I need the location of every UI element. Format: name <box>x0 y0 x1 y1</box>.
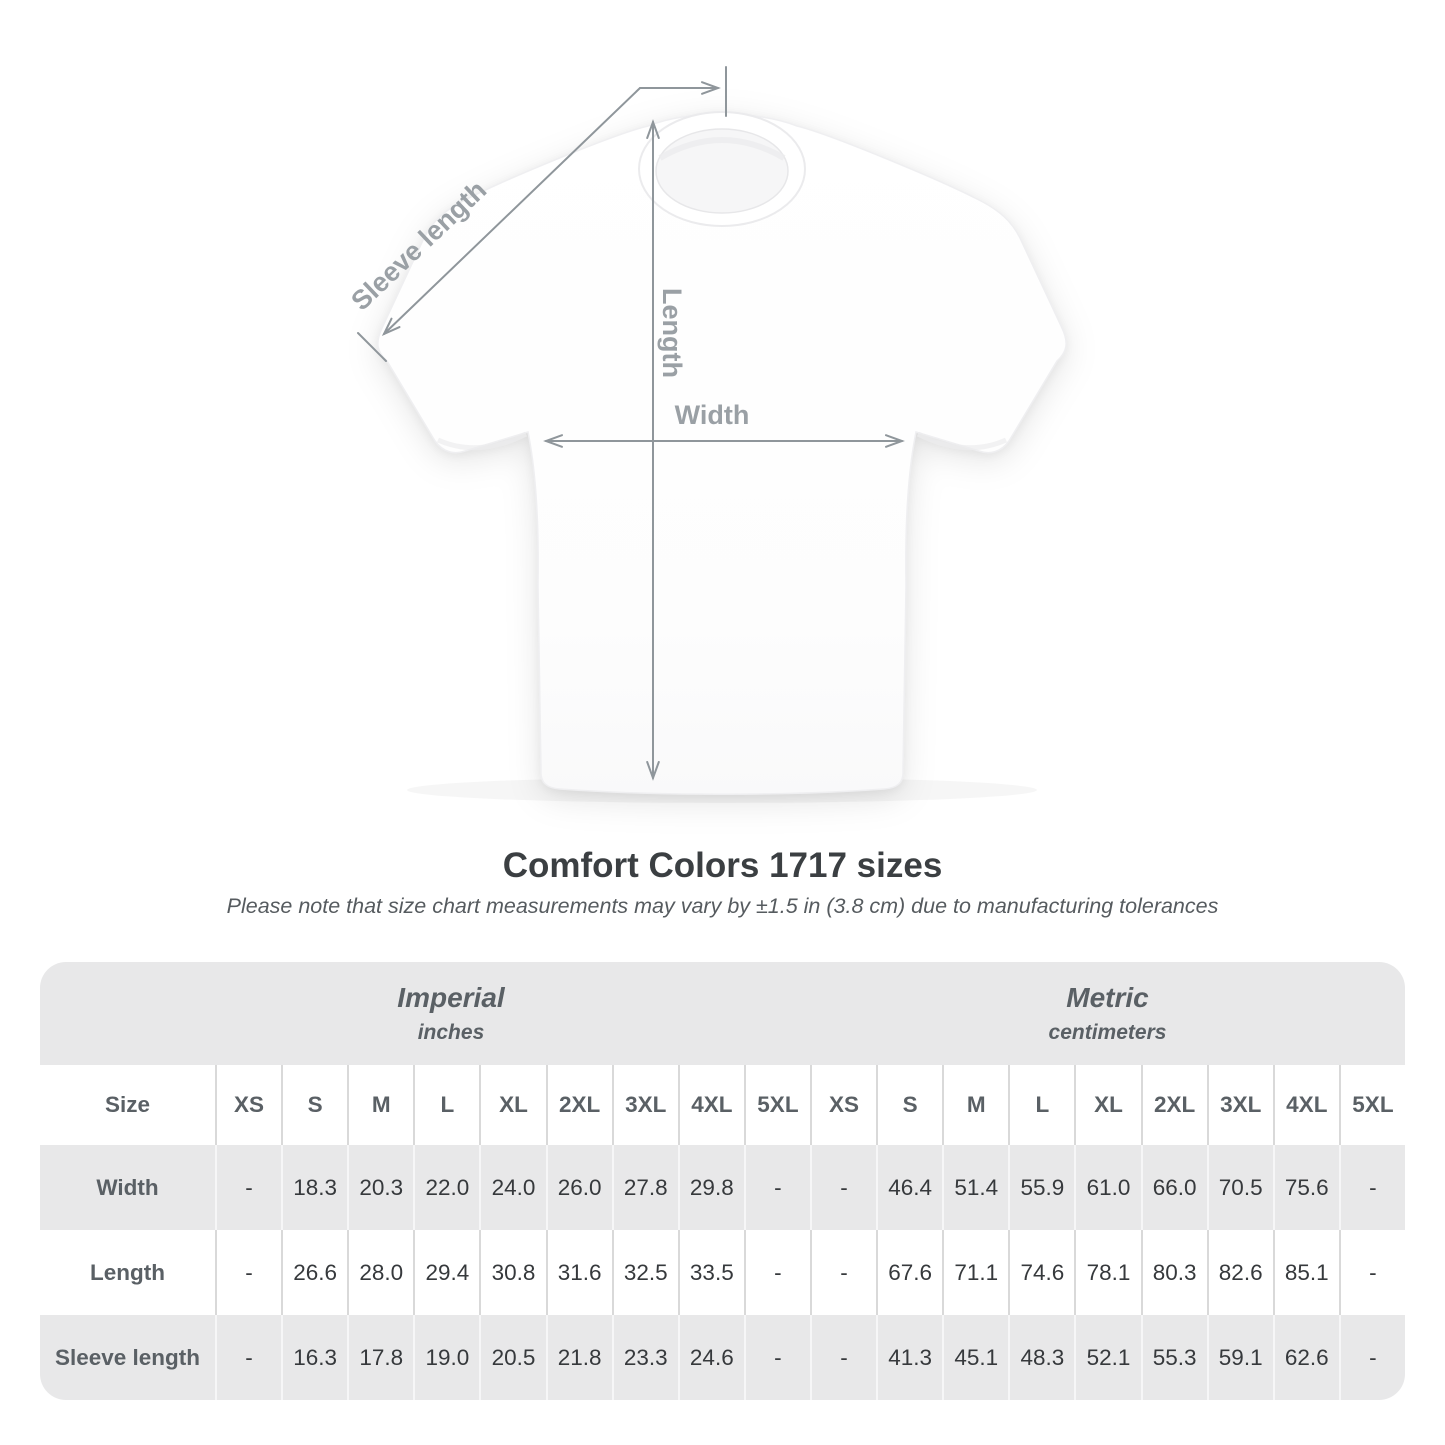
measurement-value-cell: 18.3 <box>281 1145 347 1230</box>
size-col-header: 3XL <box>612 1065 678 1145</box>
page-title: Comfort Colors 1717 sizes <box>502 846 943 885</box>
measurement-value-cell: 66.0 <box>1141 1145 1207 1230</box>
measurement-value-cell: 26.0 <box>546 1145 612 1230</box>
row-label: Sleeve length <box>40 1315 215 1400</box>
group-header-imperial <box>40 962 810 1065</box>
measurement-value-cell: - <box>215 1230 281 1315</box>
measurement-value-cell: - <box>744 1315 810 1400</box>
measurement-value-cell: 27.8 <box>612 1145 678 1230</box>
measurement-value-cell: - <box>215 1315 281 1400</box>
measurement-value-cell: 31.6 <box>546 1230 612 1315</box>
row-label: Width <box>40 1145 215 1230</box>
size-col-header: 4XL <box>678 1065 744 1145</box>
size-col-header: M <box>347 1065 413 1145</box>
measurement-value-cell: 48.3 <box>1008 1315 1074 1400</box>
measurement-value-cell: - <box>1339 1230 1405 1315</box>
size-col-header: S <box>281 1065 347 1145</box>
measurement-value-cell: 74.6 <box>1008 1230 1074 1315</box>
size-col-header: 5XL <box>1339 1065 1405 1145</box>
measurement-value-cell: 22.0 <box>413 1145 479 1230</box>
measurement-value-cell: 59.1 <box>1207 1315 1273 1400</box>
measurement-value-cell: 52.1 <box>1074 1315 1140 1400</box>
measurement-value-cell: - <box>810 1230 876 1315</box>
size-table <box>40 962 1405 1400</box>
row-label: Length <box>90 1259 165 1285</box>
measurement-value-cell: 61.0 <box>1074 1145 1140 1230</box>
measurement-value-cell: - <box>810 1315 876 1400</box>
measurement-value-cell: 23.3 <box>612 1315 678 1400</box>
size-col-header: 4XL <box>1273 1065 1339 1145</box>
size-col-header: L <box>1008 1065 1074 1145</box>
measurement-value-cell: 78.1 <box>1074 1230 1140 1315</box>
measurement-value-cell: 70.5 <box>1207 1145 1273 1230</box>
measurement-value-cell: 19.0 <box>413 1315 479 1400</box>
size-col-header: S <box>876 1065 942 1145</box>
size-col-header: M <box>942 1065 1008 1145</box>
size-table-head <box>40 962 1405 1145</box>
size-col-header: 2XL <box>546 1065 612 1145</box>
measurement-value-cell: 51.4 <box>942 1145 1008 1230</box>
measurement-value-cell: - <box>810 1145 876 1230</box>
size-col-header: XS <box>810 1065 876 1145</box>
shirt-graphic <box>378 112 1066 794</box>
size-col-header: 3XL <box>1207 1065 1273 1145</box>
measurement-value-cell: 80.3 <box>1141 1230 1207 1315</box>
size-col-header: 5XL <box>744 1065 810 1145</box>
length-label: Length <box>657 288 687 378</box>
measurement-value-cell: 46.4 <box>876 1145 942 1230</box>
group-label: Imperial <box>397 982 505 1013</box>
size-col-header: XS <box>215 1065 281 1145</box>
measurement-value-cell: 24.0 <box>479 1145 545 1230</box>
width-label: Width <box>674 400 750 430</box>
measurement-value-cell: 41.3 <box>876 1315 942 1400</box>
measurement-value-cell: 17.8 <box>347 1315 413 1400</box>
measurement-value-cell: 32.5 <box>612 1230 678 1315</box>
size-col-header: XL <box>1074 1065 1140 1145</box>
group-header-metric <box>810 962 1405 1065</box>
group-unit: inches <box>417 1021 485 1044</box>
measurement-value-cell: 24.6 <box>678 1315 744 1400</box>
size-col-header: XL <box>479 1065 545 1145</box>
tolerance-note: Please note that size chart measurements may vary by ±1.5 in (3.8 cm) due to manufacturing tolerances <box>226 894 1219 918</box>
measurement-value-cell: 16.3 <box>281 1315 347 1400</box>
measurement-value-cell: 28.0 <box>347 1230 413 1315</box>
measurement-value-cell: 55.9 <box>1008 1145 1074 1230</box>
measurement-value-cell: - <box>215 1145 281 1230</box>
group-label: Metric <box>1066 982 1149 1013</box>
measurement-value-cell: 62.6 <box>1273 1315 1339 1400</box>
measurement-value-cell: - <box>1339 1315 1405 1400</box>
measurement-value-cell: 71.1 <box>942 1230 1008 1315</box>
measurement-value-cell: 85.1 <box>1273 1230 1339 1315</box>
measurement-value-cell: 20.3 <box>347 1145 413 1230</box>
measurement-value-cell: 82.6 <box>1207 1230 1273 1315</box>
measurement-value-cell: 30.8 <box>479 1230 545 1315</box>
measurement-value-cell: 75.6 <box>1273 1145 1339 1230</box>
size-col-header: L <box>413 1065 479 1145</box>
measurement-value-cell: 26.6 <box>281 1230 347 1315</box>
measurement-value-cell: 55.3 <box>1141 1315 1207 1400</box>
measurement-value-cell: 33.5 <box>678 1230 744 1315</box>
measurement-value-cell: 29.4 <box>413 1230 479 1315</box>
table-row <box>40 1145 1405 1230</box>
size-col-header: 2XL <box>1141 1065 1207 1145</box>
measurement-value-cell: - <box>744 1145 810 1230</box>
measurement-value-cell: 21.8 <box>546 1315 612 1400</box>
measurement-value-cell: - <box>744 1230 810 1315</box>
size-table-body <box>40 1145 1405 1400</box>
measurement-value-cell: 20.5 <box>479 1315 545 1400</box>
measurement-value-cell: 45.1 <box>942 1315 1008 1400</box>
table-row <box>40 1315 1405 1400</box>
size-column-title: Size <box>40 1065 215 1145</box>
table-row <box>40 1230 1405 1315</box>
sleeve-length-label: Sleeve length <box>345 174 493 317</box>
group-unit: centimeters <box>1048 1021 1167 1044</box>
measurement-value-cell: - <box>1339 1145 1405 1230</box>
measurement-value-cell: 67.6 <box>876 1230 942 1315</box>
measurement-value-cell: 29.8 <box>678 1145 744 1230</box>
